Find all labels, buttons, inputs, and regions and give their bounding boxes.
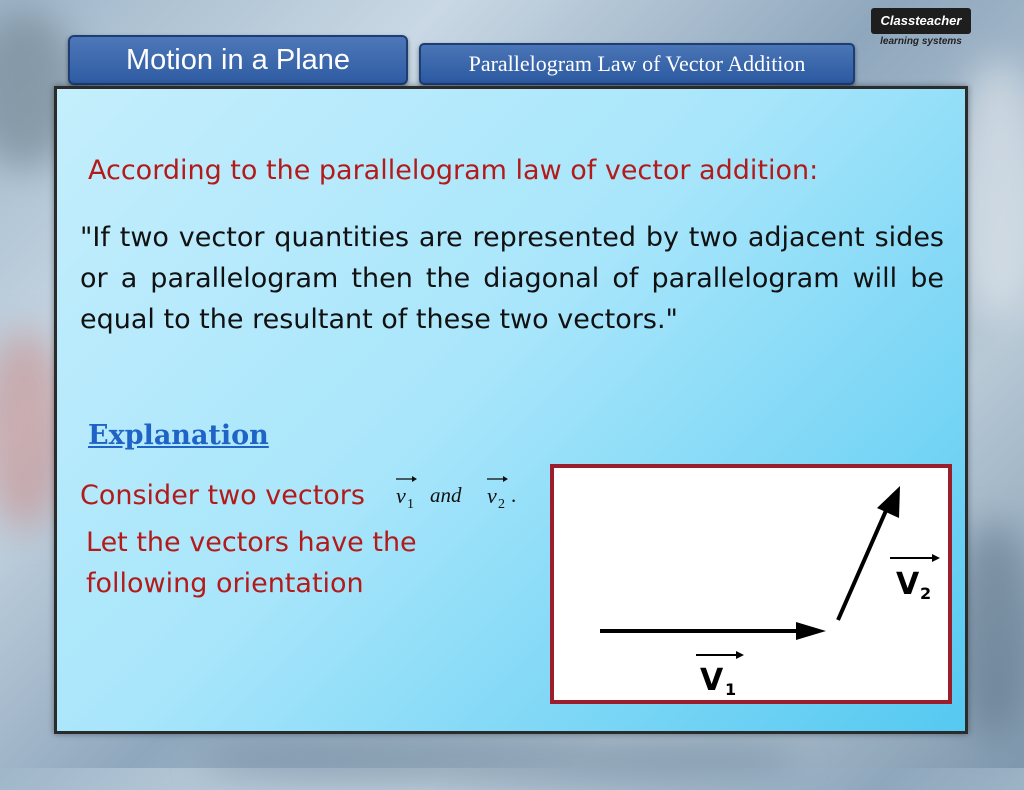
intro-text: According to the parallelogram law of vector addition: [88, 155, 819, 186]
and-text: and [430, 483, 462, 507]
consider-text: Consider two vectors [80, 480, 365, 511]
slide-title [68, 35, 408, 85]
v2-label: V [896, 567, 920, 602]
slide-subtitle [419, 43, 855, 85]
logo-brand: Classteacher [871, 8, 971, 34]
vector-diagram-svg [554, 468, 948, 700]
vector-notation [390, 470, 530, 520]
background-blob [200, 730, 800, 790]
v2-arrowhead [877, 486, 900, 518]
v1-symbol: v [396, 483, 406, 508]
v1-arrowhead [796, 622, 826, 640]
v2-subscript: 2 [498, 497, 505, 512]
v1-label: V [700, 663, 724, 698]
slide-subtitle-text: Parallelogram Law of Vector Addition [468, 51, 806, 76]
v2-symbol: v [487, 483, 497, 508]
explanation-heading: Explanation [88, 420, 269, 451]
logo-tagline: learning systems [880, 36, 962, 47]
v2-label-subscript: 2 [920, 584, 932, 603]
period: . [511, 483, 517, 507]
vector-diagram [550, 464, 952, 704]
slide-title-text: Motion in a Plane [125, 43, 351, 76]
orientation-text: Let the vectors have the following orientation [86, 527, 417, 599]
v1-subscript: 1 [407, 497, 414, 512]
v1-label-subscript: 1 [725, 680, 737, 699]
brand-logo [871, 8, 971, 54]
v2-arrow [838, 506, 888, 620]
law-statement: "If two vector quantities are represented by two adjacent sides or a parallelogram then the diagonal of parallelogram will be equal to the resultant of these two vectors." [80, 222, 944, 335]
